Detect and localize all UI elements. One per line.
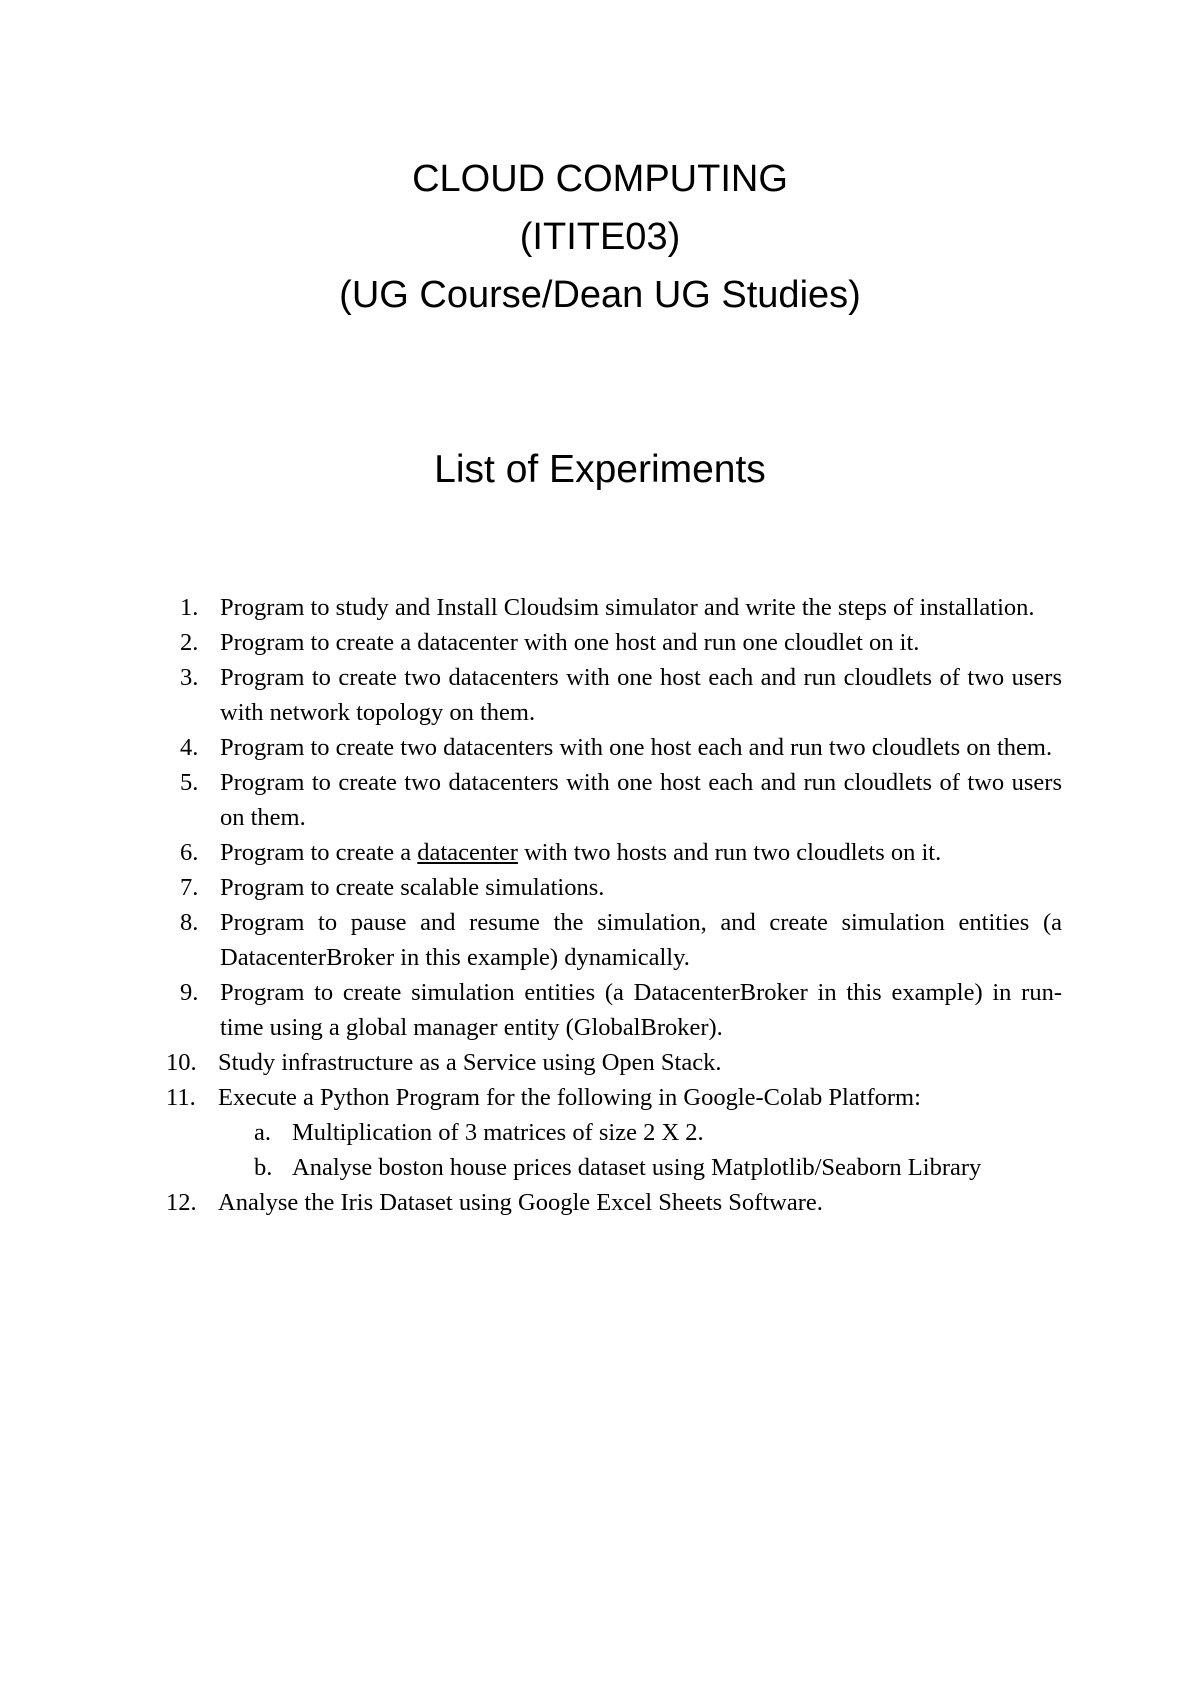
- item-number: 3.: [180, 664, 199, 691]
- item-number: 1.: [180, 594, 199, 621]
- list-item: [166, 1045, 1062, 1080]
- sub-list-item: [218, 1115, 1062, 1150]
- item-text: Program to create a datacenter with one host and run one cloudlet on it.: [220, 629, 920, 656]
- item-number: 8.: [180, 909, 199, 936]
- list-item: [166, 975, 1062, 1045]
- sub-item-letter: a.: [254, 1119, 271, 1146]
- experiment-list: [166, 590, 1062, 1220]
- list-item: [166, 660, 1062, 730]
- sub-item-letter: b.: [254, 1154, 273, 1181]
- list-item: [166, 590, 1062, 625]
- sub-list: [218, 1115, 1062, 1185]
- underlined-word: datacenter: [417, 839, 518, 866]
- list-item: [166, 835, 1062, 870]
- list-item: [166, 1185, 1062, 1220]
- item-number: 2.: [180, 629, 199, 656]
- item-number: 10.: [166, 1049, 197, 1076]
- item-number: 11.: [166, 1084, 196, 1111]
- list-heading: List of Experiments: [434, 448, 766, 491]
- list-item: [166, 905, 1062, 975]
- item-text-part: Program to create a: [220, 839, 418, 866]
- item-number: 7.: [180, 874, 199, 901]
- course-category: (UG Course/Dean UG Studies): [339, 274, 861, 316]
- item-text: Study infrastructure as a Service using Open Stack.: [218, 1049, 722, 1076]
- item-number: 6.: [180, 839, 199, 866]
- course-code: (ITITE03): [519, 216, 681, 258]
- item-text: Analyse the Iris Dataset using Google Excel Sheets Software.: [218, 1189, 823, 1216]
- course-title: CLOUD COMPUTING: [412, 158, 788, 200]
- title-block: [0, 150, 1200, 324]
- item-number: 9.: [180, 979, 199, 1006]
- sub-item-text: Multiplication of 3 matrices of size 2 X 2.: [292, 1119, 704, 1146]
- item-text: Program to create two datacenters with one host each and run cloudlets of two users with network topology on them.: [220, 664, 1062, 726]
- item-text: Program to create two datacenters with one host each and run cloudlets of two users on them.: [220, 769, 1062, 831]
- item-number: 5.: [180, 769, 199, 796]
- list-item: [166, 625, 1062, 660]
- item-text: Program to create simulation entities (a DatacenterBroker in this example) in run-time using a global manager entity (GlobalBroker).: [220, 979, 1062, 1041]
- item-text: Execute a Python Program for the following in Google-Colab Platform:: [218, 1084, 921, 1111]
- item-number: 12.: [166, 1189, 197, 1216]
- list-item: [166, 1080, 1062, 1185]
- item-text: Program to create two datacenters with one host each and run two cloudlets on them.: [220, 734, 1053, 761]
- list-item: [166, 765, 1062, 835]
- list-item: [166, 730, 1062, 765]
- item-text: Program to create scalable simulations.: [220, 874, 605, 901]
- sub-list-item: [218, 1150, 1062, 1185]
- item-number: 4.: [180, 734, 199, 761]
- item-text: Program to pause and resume the simulation, and create simulation entities (a DatacenterBroker in this example) dynamically.: [220, 909, 1062, 971]
- item-text-part: with two hosts and run two cloudlets on it.: [517, 839, 942, 866]
- list-item: [166, 870, 1062, 905]
- sub-item-text: Analyse boston house prices dataset using Matplotlib/Seaborn Library: [292, 1154, 982, 1181]
- item-text: Program to study and Install Cloudsim simulator and write the steps of installation.: [220, 594, 1035, 621]
